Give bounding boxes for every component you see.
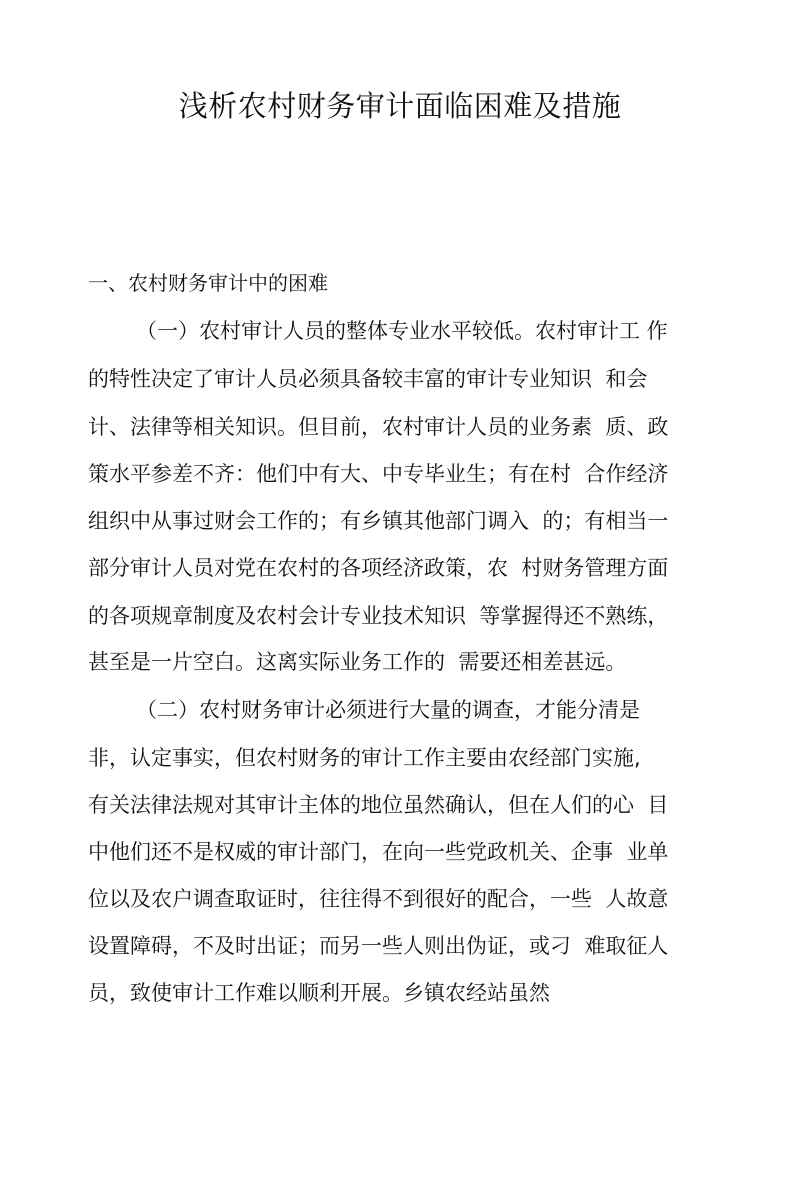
document-title: 浅析农村财务审计面临困难及措施 <box>178 89 622 123</box>
paragraph-1-line-6: 部分审计人员对党在农村的各项经济政策，农 村财务管理方面 <box>88 556 669 580</box>
paragraph-1-line-8: 甚至是一片空白。这离实际业务工作的 需要还相差甚远。 <box>88 650 627 674</box>
paragraph-2-line-5: 位以及农户调查取证时，往往得不到很好的配合，一些 人故意 <box>88 887 669 911</box>
paragraph-2-line-7: 员，致使审计工作难以顺利开展。乡镇农经站虽然 <box>88 981 550 1005</box>
paragraph-1-line-5: 组织中从事过财会工作的；有乡镇其他部门调入 的；有相当一 <box>88 509 669 533</box>
paragraph-2-line-1: （二）农村财务审计必须进行大量的调查，才能分清是 <box>136 698 640 722</box>
paragraph-1-line-4: 策水平参差不齐：他们中有大、中专毕业生；有在村 合作经济 <box>88 462 669 486</box>
paragraph-2-line-3: 有关法律法规对其审计主体的地位虽然确认，但在人们的心 目 <box>88 793 669 817</box>
paragraph-1-line-1: （一）农村审计人员的整体专业水平较低。农村审计工 作 <box>136 319 668 343</box>
paragraph-2-line-6: 设置障碍，不及时出证；而另一些人则出伪证，或刁 难取征人 <box>88 934 669 958</box>
paragraph-2-line-4: 中他们还不是权威的审计部门，在向一些党政机关、企事 业单 <box>88 840 669 864</box>
paragraph-1-line-2: 的特性决定了审计人员必须具备较丰富的审计专业知识 和会 <box>88 367 648 391</box>
paragraph-1-line-3: 计、法律等相关知识。但目前，农村审计人员的业务素 质、政 <box>88 415 669 439</box>
paragraph-1-line-7: 的各项规章制度及农村会计专业技术知识 等掌握得还不熟练， <box>88 604 669 628</box>
paragraph-2-line-2: 非，认定事实，但农村财务的审计工作主要由农经部门实施, <box>88 746 641 770</box>
section-heading: 一、农村财务审计中的困难 <box>88 271 328 295</box>
